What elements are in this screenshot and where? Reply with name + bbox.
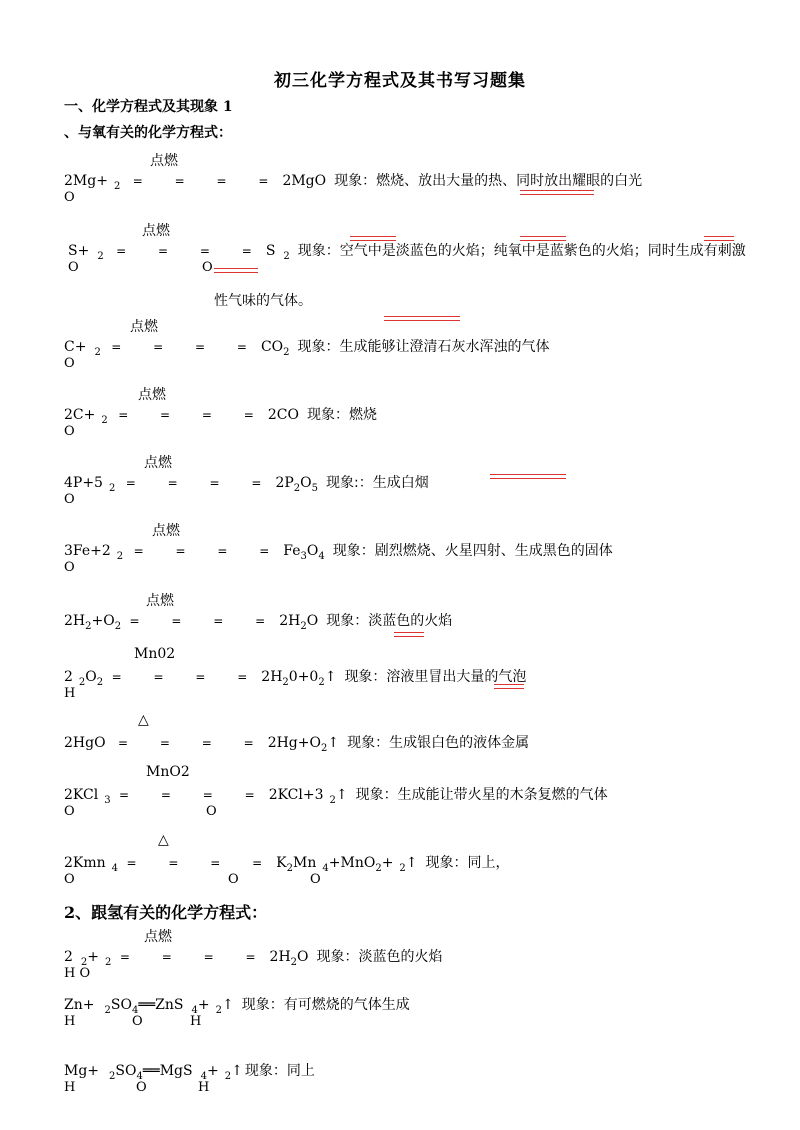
equation-formula: $Zn+ _2SO_4══ZnS$ $_4$+ $_2$↑ 现象：有可燃烧的气体生成 — [64, 997, 410, 1016]
equation-formula: 2 $_2$+ $_2$ = = = $=2H_2O$ 现象：淡蓝色的火焰 — [64, 949, 443, 968]
observation-text: 现象：淡蓝色的火焰 — [316, 949, 443, 965]
equation-formula: 2Kmn $_4$ = = = $=K_2Mn$ $_4$+MnO$_2$+ $_2$↑ 现象：同上， — [64, 855, 510, 874]
observation-continuation: 性气味的气体。 — [214, 293, 312, 309]
observation-text: 现象：燃烧、放出大量的热、同时放出耀眼的白光 — [334, 173, 643, 189]
condition-label: 点燃 — [130, 319, 158, 335]
observation-text: 现象：同上， — [425, 855, 510, 871]
equation-formula: $Mg+ _2SO_4══MgS$ $_4$+ $_2$↑ 现象：同上 — [64, 1063, 315, 1082]
equation-row: MnO2 2KCl $_3$ = = = =2KCl+3 $_2$↑ 现象：生成能让带火星的木条复燃的气体 O O — [64, 764, 608, 819]
observation-text: 现象：剧烈燃烧、火星四射、生成黑色的固体 — [332, 543, 613, 559]
equation-formula: 2Mg+ $_2$ = = = =2MgO 现象：燃烧、放出大量的热、同时放出耀眼的白光 — [64, 173, 643, 192]
condition-label: 点燃 — [152, 523, 180, 539]
equation-formula: C+ $_2$ = = = $=CO_2$ 现象：生成能够让澄清石灰水浑浊的气体 — [64, 339, 550, 358]
condition-label: 点燃 — [146, 593, 174, 609]
spellcheck-underline — [704, 236, 734, 241]
condition-label: 点燃 — [144, 929, 172, 945]
spellcheck-underline — [214, 268, 258, 273]
equation-row: $Mg+ _2SO_4══MgS$ $_4$+ $_2$↑ 现象：同上 H O H — [64, 1040, 764, 1100]
equation-formula: 2 $_2O_2$ = = = $=2H_20+0_2↑$ 现象：溶液里冒出大量的气泡 — [64, 669, 527, 688]
equation-formula: 2C+ $_2$ = = = =2CO 现象：燃烧 — [64, 407, 377, 426]
equation-row: $Zn+ _2SO_4══ZnS$ $_4$+ $_2$↑ 现象：有可燃烧的气体生成 H O H — [64, 974, 764, 1034]
condition-label: 点燃 — [144, 455, 172, 471]
equation-row: 点燃 2C+ $_2$ = = = =2CO 现象：燃烧 O — [64, 384, 764, 444]
document-title: 初三化学方程式及其书写习题集 — [274, 71, 526, 91]
observation-text: 现象：淡蓝色的火焰 — [326, 613, 453, 629]
equation-row — [64, 712, 764, 772]
observation-text: 现象：同上 — [244, 1063, 315, 1079]
equation-formula: 3Fe+2 $_2$ = = = $=Fe_3O_4$ 现象：剧烈燃烧、火星四射、生成黑色的固体 — [64, 543, 613, 562]
equation-formula: 2KCl $_3$ = = = =2KCl+3 $_2$↑ 现象：生成能让带火星的木条复燃的气体 — [64, 787, 608, 806]
spellcheck-underline — [384, 316, 460, 321]
condition-label: △ — [158, 832, 169, 848]
section-subheading-oxygen: 、与氧有关的化学方程式： — [64, 125, 232, 141]
equation-formula: $2H_2+O_2$ = = = $=2H_2O$ 现象：淡蓝色的火焰 — [64, 613, 453, 632]
observation-text: 现象：有可燃烧的气体生成 — [241, 997, 410, 1013]
spellcheck-underline — [394, 632, 424, 637]
spellcheck-underline — [520, 236, 566, 241]
equation-row: 点燃 2Mg+ $_2$ = = = =2MgO 现象：燃烧、放出大量的热、同时放出耀眼的白光 O — [64, 150, 764, 210]
observation-text: 现象:：生成白烟 — [326, 475, 429, 491]
equation-row: 点燃 C+ $_2$ = = = $=CO_2$ 现象：生成能够让澄清石灰水浑浊的气体 O — [64, 316, 764, 376]
condition-label: MnO2 — [146, 764, 190, 780]
equation-formula: S+ $_2$ = = = =S $_2$ 现象：空气中是淡蓝色的火焰；纯氧中是蓝紫色的火焰；同时生成有刺激 — [68, 243, 746, 262]
observation-text: 现象：燃烧 — [306, 407, 377, 423]
spellcheck-underline — [350, 236, 396, 241]
section-heading-1: 一、化学方程式及其现象 1 — [64, 99, 233, 115]
equation-row: △ 2Kmn $_4$ = = = $=K_2Mn$ $_4$+MnO$_2$+ $_2$↑ 现象：同上， O O O — [64, 832, 510, 887]
observation-text: 现象：生成能让带火星的木条复燃的气体 — [355, 787, 608, 803]
condition-label: 点燃 — [142, 223, 170, 239]
equation-row — [64, 590, 764, 650]
observation-text: 现象：溶液里冒出大量的气泡 — [344, 669, 527, 685]
spellcheck-underline — [520, 190, 594, 195]
equation-row: 点燃 3Fe+2 $_2$ = = = $=Fe_3O_4$ 现象：剧烈燃烧、火星四射、生成黑色的固体 O — [64, 520, 764, 580]
observation-text: 现象：生成能够让澄清石灰水浑浊的气体 — [297, 339, 550, 355]
equation-row: 点燃 S+ $_2$ = = = =S $_2$ 现象：空气中是淡蓝色的火焰；纯氧中是蓝紫色的火焰；同时生成有刺激 O O — [64, 220, 764, 280]
spellcheck-underline — [490, 474, 566, 479]
equation-formula: 4P+5 $_2$ = = = $=2P_2O_5$ 现象:：生成白烟 — [64, 475, 429, 494]
equation-row: 点燃 4P+5 $_2$ = = = $=2P_2O_5$ 现象:：生成白烟 O — [64, 452, 764, 512]
condition-label: 点燃 — [150, 153, 178, 169]
observation-text: 现象：生成银白色的液体金属 — [347, 735, 530, 751]
condition-label: 点燃 — [138, 387, 166, 403]
condition-label: Mn02 — [134, 646, 176, 662]
condition-label: △ — [138, 712, 149, 728]
observation-text: 现象：空气中是淡蓝色的火焰；纯氧中是蓝紫色的火焰；同时生成有刺激 — [297, 243, 746, 259]
equation-row: Mn02 2 $_2O_2$ = = = $=2H_20+0_2↑$ 现象：溶液里冒出大量的气泡 H — [64, 646, 527, 701]
section-heading-2: 2、跟氢有关的化学方程式： — [64, 903, 268, 922]
equation-formula: 2HgO = = = $=2Hg+O_2↑$ 现象：生成银白色的液体金属 — [64, 735, 530, 754]
spellcheck-underline — [494, 684, 524, 689]
equation-row: 点燃 2 $_2$+ $_2$ = = = $=2H_2O$ 现象：淡蓝色的火焰 H O — [64, 926, 764, 986]
